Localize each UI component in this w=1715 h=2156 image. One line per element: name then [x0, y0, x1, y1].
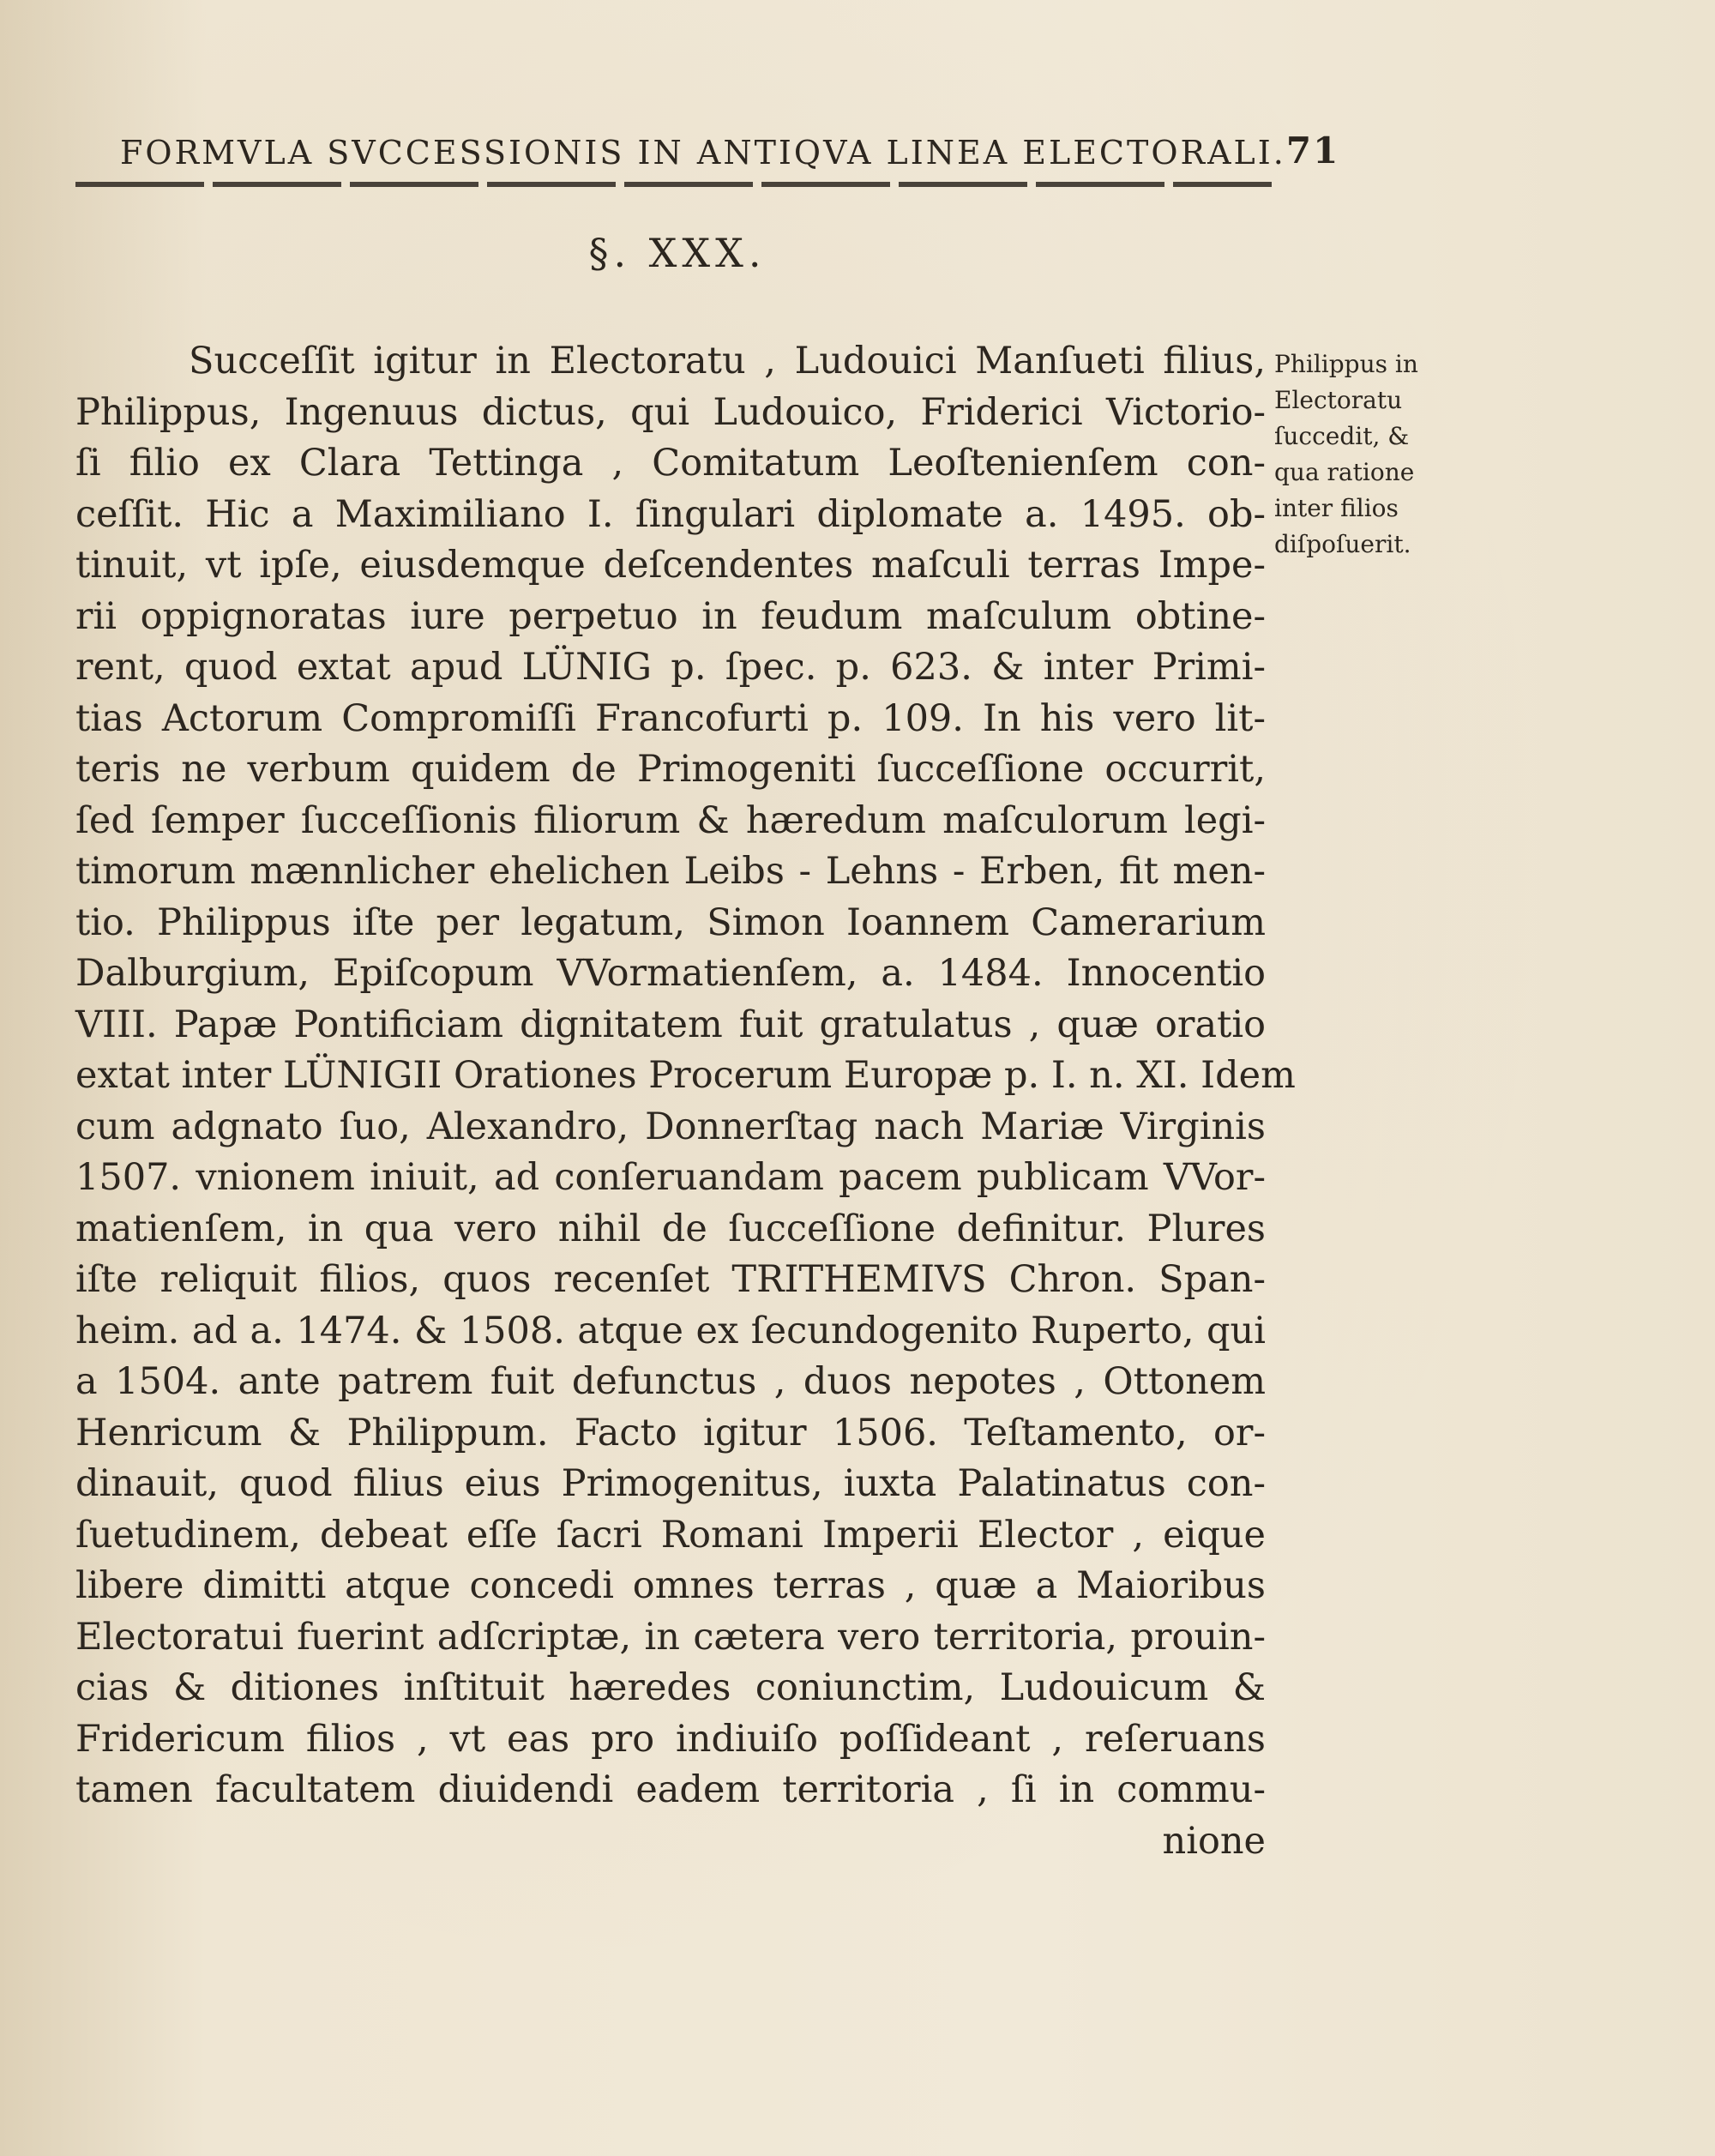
text-line: Philippus, Ingenuus dictus, qui Ludouico, Friderici Victorio- [75, 390, 1266, 434]
text-line: Henricum & Philippum. Facto igitur 1506. Teſtamento, or- [75, 1411, 1266, 1454]
text-line: cias & ditiones inſtituit hæredes coniunctim, Ludouicum & [75, 1666, 1266, 1709]
text-line: extat inter LÜNIGII Orationes Procerum Europæ p. I. n. XI. Idem [75, 1054, 1296, 1097]
page-number: 71 [1285, 129, 1340, 172]
text-line: ſi filio ex Clara Tettinga , Comitatum Leoſtenienſem con- [75, 442, 1266, 485]
running-head [120, 120, 1340, 172]
margin-note-line: diſpoſuerit. [1274, 530, 1411, 558]
header-rule [75, 182, 1272, 187]
margin-note [1274, 346, 1446, 563]
text-line: matienſem, in qua vero nihil de ſucceſſione definitur. Plures [75, 1207, 1266, 1250]
text-line: Fridericum filios , vt eas pro indiuiſo poſſideant , reſeruans [75, 1717, 1266, 1761]
section-heading: §. XXX. [588, 230, 767, 276]
margin-note-line: Philippus in [1274, 350, 1418, 378]
text-line: tamen facultatem diuidendi eadem territoria , ſi in commu- [75, 1768, 1266, 1811]
text-line: tio. Philippus iſte per legatum, Simon Ioannem Camerarium [75, 900, 1266, 944]
text-line: ceſſit. Hic a Maximiliano I. ſingulari diplomate a. 1495. ob- [75, 492, 1266, 536]
margin-note-line: qua ratione [1274, 458, 1415, 486]
text-line: rent, quod extat apud LÜNIG p. ſpec. p. 623. & inter Primi- [75, 646, 1266, 689]
text-line: ſuetudinem, debeat eſſe ſacri Romani Imperii Elector , eique [75, 1513, 1266, 1557]
running-title: FORMVLA SVCCESSIONIS IN ANTIQVA LINEA ELECTORALI. [120, 134, 1286, 172]
text-line: teris ne verbum quidem de Primogeniti ſucceſſione occurrit, [75, 748, 1266, 791]
text-line: a 1504. ante patrem fuit defunctus , duos nepotes , Ottonem [75, 1360, 1266, 1403]
body-paragraph [75, 336, 1296, 1867]
text-line: Succeſſit igitur in Electoratu , Ludouici Manſueti filius, [189, 340, 1266, 382]
margin-note-line: Electoratu [1274, 386, 1403, 414]
text-line: iſte reliquit filios, quos recenſet TRITHEMIVS Chron. Span- [75, 1258, 1266, 1301]
text-line: dinauit, quod filius eius Primogenitus, iuxta Palatinatus con- [75, 1462, 1266, 1505]
margin-note-line: inter filios [1274, 494, 1399, 522]
text-line: VIII. Papæ Pontificiam dignitatem fuit gratulatus , quæ oratio [75, 1003, 1266, 1046]
text-line: tias Actorum Compromiſſi Francofurti p. 109. In his vero lit- [75, 696, 1266, 740]
text-line: rii oppignoratas iure perpetuo in feudum maſculum obtine- [75, 594, 1266, 638]
catchword: nione [1162, 1819, 1266, 1863]
text-line: tinuit, vt ipſe, eiusdemque deſcendentes maſculi terras Impe- [75, 544, 1266, 587]
text-line: Electoratui fuerint adſcriptæ, in cætera vero territoria, prouin- [75, 1615, 1266, 1659]
text-line: ſed ſemper ſucceſſionis filiorum & hæredum maſculorum legi- [75, 798, 1266, 842]
margin-note-line: ſuccedit, & [1274, 422, 1410, 450]
text-line: heim. ad a. 1474. & 1508. atque ex ſecundogenito Ruperto, qui [75, 1309, 1266, 1352]
text-line: Dalburgium, Epiſcopum VVormatienſem, a. 1484. Innocentio [75, 952, 1266, 995]
text-line: timorum mænnlicher ehelichen Leibs - Lehns - Erben, fit men- [75, 850, 1266, 893]
text-line: 1507. vnionem iniuit, ad conſeruandam pacem publicam VVor- [75, 1156, 1266, 1199]
text-line: libere dimitti atque concedi omnes terras , quæ a Maioribus [75, 1564, 1266, 1607]
text-line: cum adgnato ſuo, Alexandro, Donnerſtag nach Mariæ Virginis [75, 1105, 1266, 1148]
